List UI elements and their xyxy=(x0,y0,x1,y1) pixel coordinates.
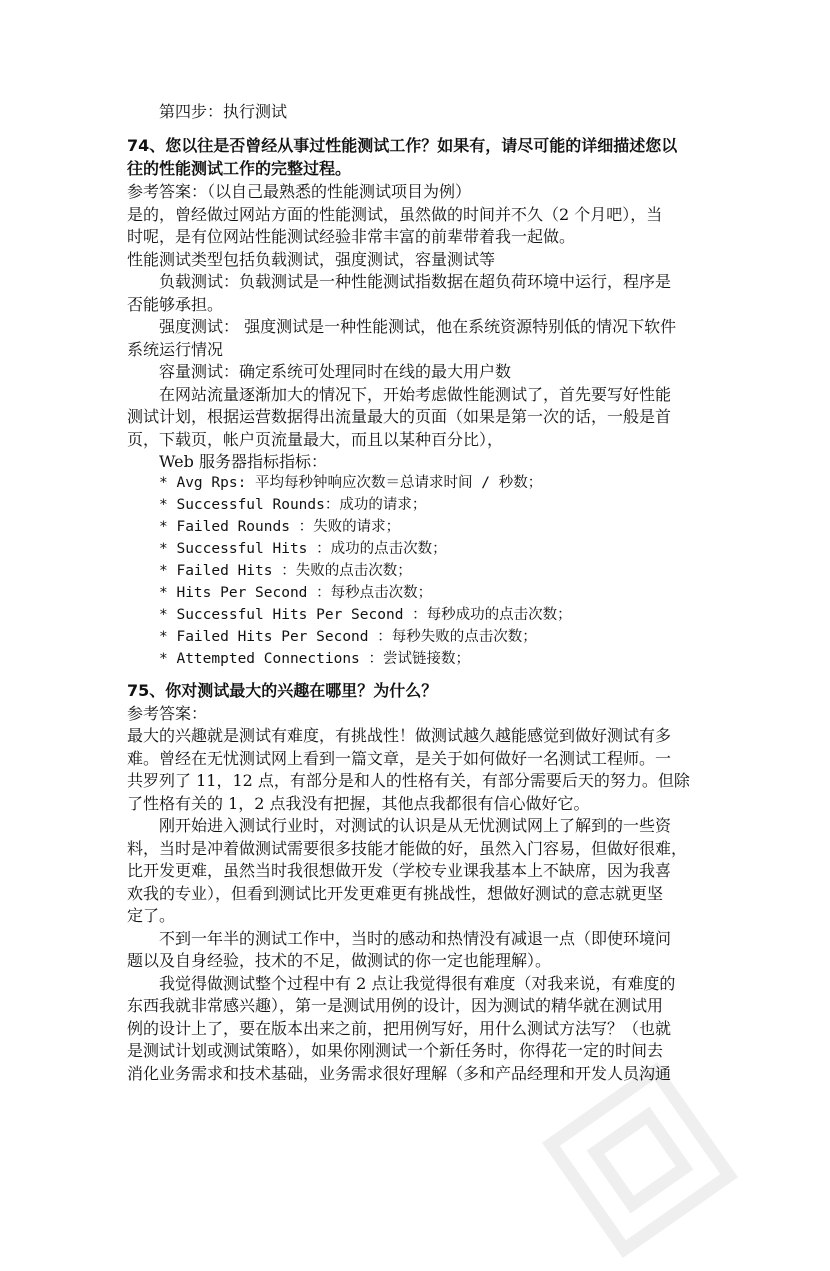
metric-item: * Failed Hits ：失败的点击次数； xyxy=(159,563,412,579)
answer-label-74: 参考答案：（以自己最熟悉的性能测试项目为例） xyxy=(127,182,472,201)
paragraph-line: 最大的兴趣就是测试有难度，有挑战性！做测试越久越能感觉到做好测试有多 xyxy=(127,726,672,745)
metric-item: * Avg Rps: 平均每秒钟响应次数＝总请求时间 / 秒数； xyxy=(159,475,543,491)
paragraph-line: 共罗列了 11，12 点，有部分是和人的性格有关，有部分需要后天的努力。但除 xyxy=(127,771,690,790)
paragraph-line: 比开发更难，虽然当时我很想做开发（学校专业课我基本上不缺席，因为我喜 xyxy=(127,861,672,880)
paragraph-line: 系统运行情况 xyxy=(127,340,224,359)
paragraph-line: 例的设计上了，要在版本出来之前，把用例写好，用什么测试方法写？（也就 xyxy=(127,1019,672,1038)
metric-item: * Successful Hits ：成功的点击次数； xyxy=(159,541,447,557)
paragraph-line: 性能测试类型包括负载测试，强度测试，容量测试等 xyxy=(127,250,496,269)
question-75-title: 75、你对测试最大的兴趣在哪里？为什么？ xyxy=(127,681,438,700)
paragraph-line: 欢我的专业），但看到测试比开发更难更有挑战性，想做好测试的意志就更坚 xyxy=(127,884,664,903)
metric-item: * Attempted Connections ：尝试链接数； xyxy=(159,651,471,667)
paragraph-line: Web 服务器指标指标： xyxy=(159,452,327,471)
paragraph-line: 测试计划，根据运营数据得出流量最大的页面（如果是第一次的话，一般是首 xyxy=(127,407,672,426)
metric-item: * Successful Rounds：成功的请求； xyxy=(159,497,427,513)
paragraph-line: 刚开始进入测试行业时，对测试的认识是从无忧测试网上了解到的一些资 xyxy=(159,816,672,835)
paragraph-line: 是测试计划或测试策略），如果你刚测试一个新任务时，你得花一定的时间去 xyxy=(127,1041,664,1060)
answer-label-75: 参考答案： xyxy=(127,704,208,723)
paragraph-line: 容量测试：确定系统可处理同时在线的最大用户数 xyxy=(159,362,512,381)
question-74-title-cont: 往的性能测试工作的完整过程。 xyxy=(127,159,352,178)
question-74-title: 74、您以往是否曾经从事过性能测试工作？如果有，请尽可能的详细描述您以 xyxy=(127,136,678,155)
paragraph-line: 东西我就非常感兴趣），第一是测试用例的设计，因为测试的精华就在测试用 xyxy=(127,996,664,1015)
paragraph-line: 我觉得做测试整个过程中有 2 点让我觉得很有难度（对我来说，有难度的 xyxy=(159,974,676,993)
paragraph-line: 难。曾经在无忧测试网上看到一篇文章，是关于如何做好一名测试工程师。一 xyxy=(127,749,672,768)
paragraph-line: 题以及自身经验，技术的不足，做测试的你一定也能理解）。 xyxy=(127,951,552,970)
paragraph-line: 否能够承担。 xyxy=(127,295,224,314)
metric-item: * Failed Rounds ：失败的请求； xyxy=(159,519,401,535)
metric-item: * Successful Hits Per Second ：每秒成功的点击次数； xyxy=(159,607,572,623)
paragraph-line: 强度测试： 强度测试是一种性能测试，他在系统资源特别低的情况下软件 xyxy=(159,317,677,336)
paragraph-line: 不到一年半的测试工作中，当时的感动和热情没有减退一点（即使环境问 xyxy=(159,929,672,948)
metric-item: * Hits Per Second ：每秒点击次数； xyxy=(159,585,433,601)
paragraph-line: 负载测试：负载测试是一种性能测试指数据在超负荷环境中运行，程序是 xyxy=(159,272,672,291)
paragraph-line: 了性格有关的 1，2 点我没有把握，其他点我都很有信心做好它。 xyxy=(127,794,590,813)
paragraph-line: 是的，曾经做过网站方面的性能测试，虽然做的时间并不久（2 个月吧），当 xyxy=(127,205,663,224)
metric-item: * Failed Hits Per Second ：每秒失败的点击次数； xyxy=(159,629,537,645)
paragraph-line: 时呢，是有位网站性能测试经验非常丰富的前辈带着我一起做。 xyxy=(127,227,576,246)
paragraph-line: 料，当时是冲着做测试需要很多技能才能做的好，虽然入门容易，但做好很难， xyxy=(127,839,688,858)
paragraph-line: 定了。 xyxy=(127,906,176,925)
paragraph-line: 在网站流量逐渐加大的情况下，开始考虑做性能测试了，首先要写好性能 xyxy=(159,385,672,404)
step-four-line: 第四步：执行测试 xyxy=(159,102,288,121)
paragraph-line: 页，下载页，帐户页流量最大，而且以某种百分比）， xyxy=(127,430,504,449)
paragraph-line: 消化业务需求和技术基础，业务需求很好理解（多和产品经理和开发人员沟通 xyxy=(127,1064,672,1083)
